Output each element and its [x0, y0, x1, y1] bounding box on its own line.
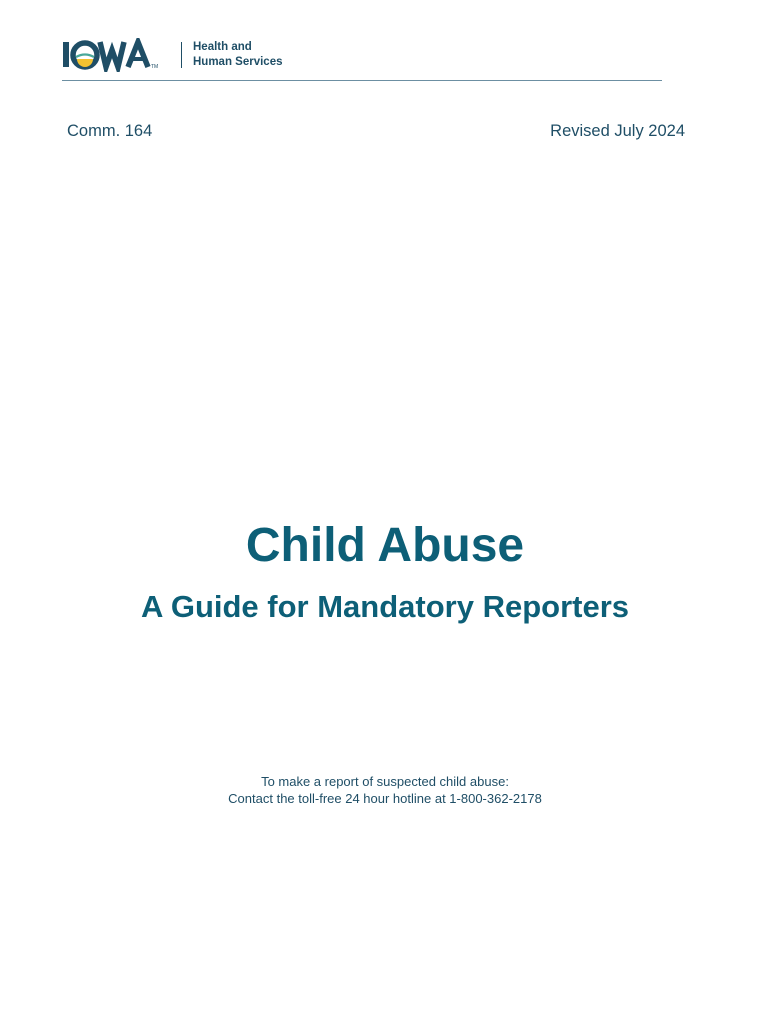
- revision-date: Revised July 2024: [550, 122, 685, 140]
- iowa-hhs-logo: [62, 38, 176, 72]
- agency-line-2: Human Services: [193, 56, 283, 68]
- hotline-note-line-2: Contact the toll-free 24 hour hotline at 1-800-362-2178: [228, 791, 542, 806]
- agency-line-1: Health and: [193, 41, 252, 53]
- hotline-note-line-1: To make a report of suspected child abuse:: [261, 774, 509, 789]
- agency-name: [193, 40, 283, 70]
- iowa-logo-icon: [62, 38, 176, 72]
- logo-divider: [181, 42, 182, 68]
- svg-text:TM: TM: [151, 64, 159, 70]
- document-title: Child Abuse: [245, 519, 525, 572]
- form-number: Comm. 164: [67, 122, 153, 140]
- header-rule: [62, 80, 662, 81]
- document-subtitle: A Guide for Mandatory Reporters: [140, 589, 630, 624]
- document-header: [62, 38, 662, 82]
- hotline-note: [0, 773, 770, 807]
